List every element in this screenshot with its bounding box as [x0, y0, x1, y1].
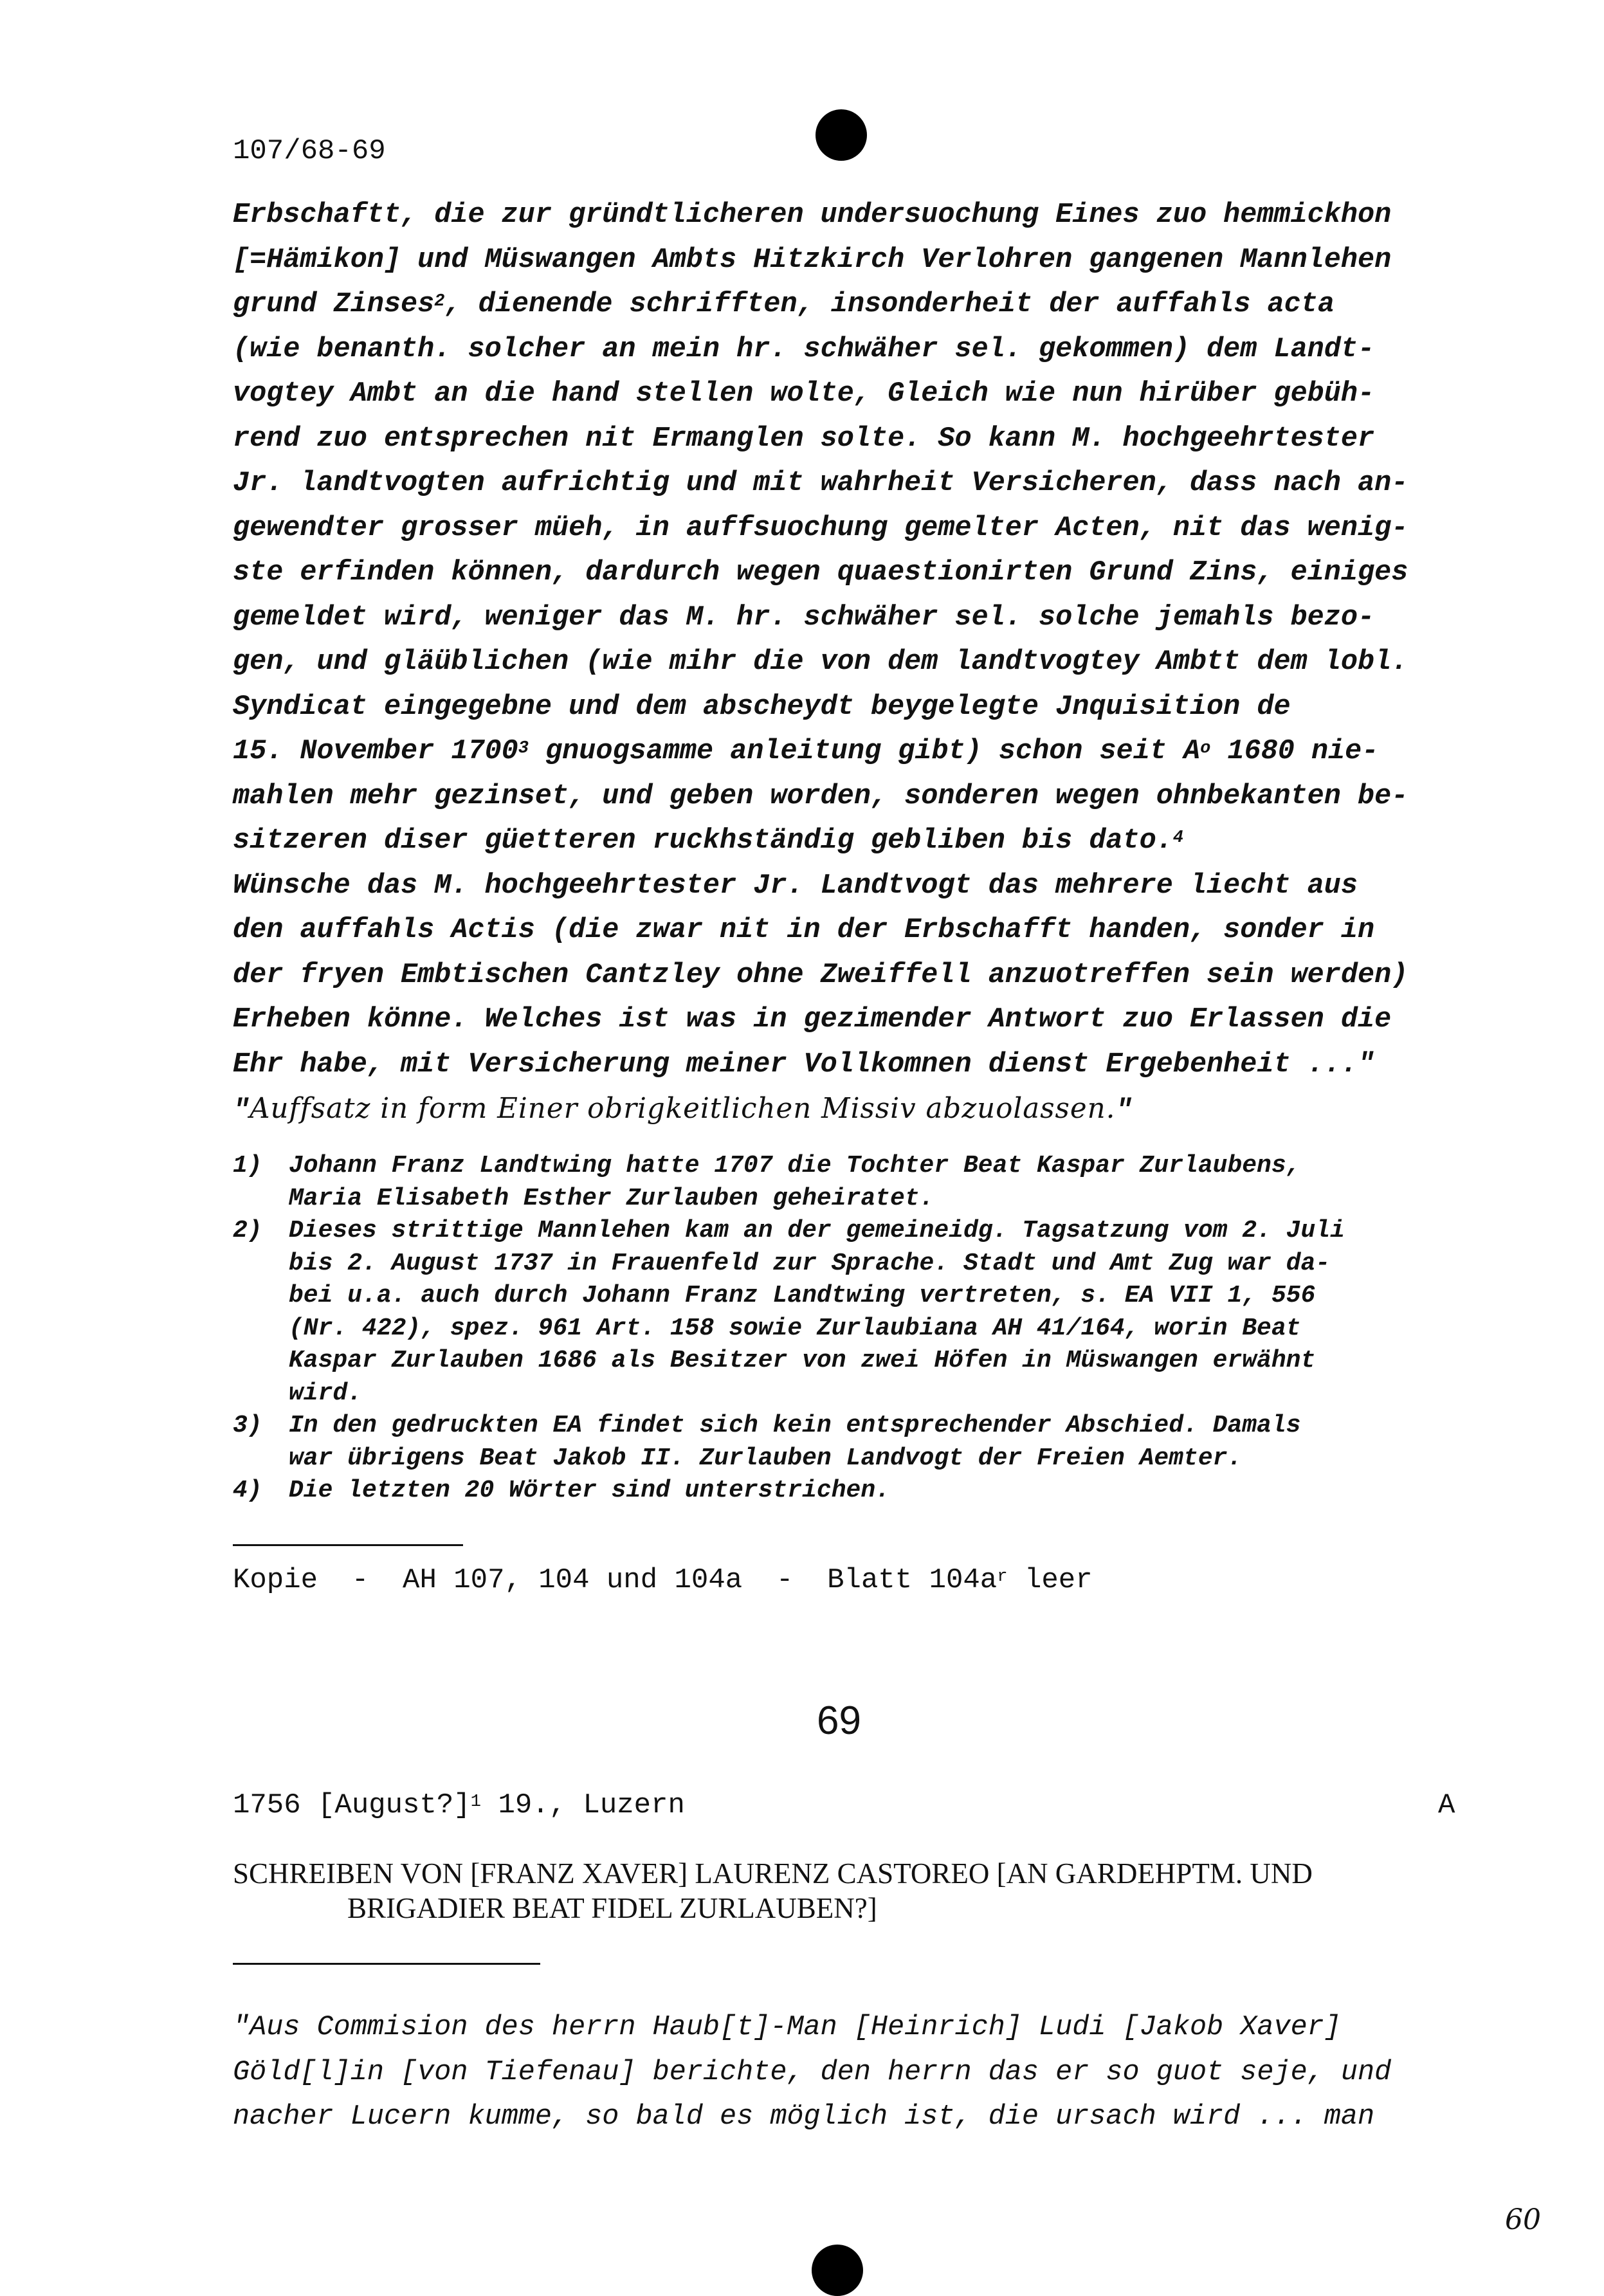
body-line: Syndicat eingegebne und dem abscheydt beygelegte Jnquisition de: [233, 691, 1291, 723]
document-title: SCHREIBEN VON [FRANZ XAVER] LAURENZ CASTOREO [AN GARDEHPTM. UND BRIGADIER BEAT FIDEL ZURLAUBEN?]: [233, 1857, 1313, 1924]
body-line: Erbschaftt, die zur gründtlicheren undersuochung Eines zuo hemmickhon: [233, 199, 1392, 231]
body-line: Ehr habe, mit Versicherung meiner Vollkomnen dienst Ergebenheit ...": [233, 1048, 1375, 1080]
body-line: rend zuo entsprechen nit Ermanglen solte. So kann M. hochgeehrtester: [233, 423, 1375, 455]
category-letter: A: [1438, 1789, 1455, 1821]
footnote-2: 2) Dieses strittige Mannlehen kam an der gemeineidg. Tagsatzung vom 2. Juli bis 2. August 1737 in Frauenfeld zur Sprache. Stadt und Amt Zug war da- bei u.a. auch durch Johann Franz Landtwing vertreten, s. EA VII 1, 556 (Nr. 422), spez. 961 Art. 158 sowie Zurlaubiana AH 41/164, worin Beat Kaspar Zurlauben 1686 als Besitzer von zwei Höfen in Müswangen erwähnt wird.: [233, 1217, 1345, 1407]
body-line: sitzeren diser güetteren ruckhständig gebliben bis dato.$^4$: [233, 825, 1184, 857]
body-line: [=Hämikon] und Müswangen Ambts Hitzkirch Verlohren gangenen Mannlehen: [233, 244, 1392, 276]
divider: [233, 1963, 540, 1965]
document-number: 69: [817, 1699, 861, 1743]
footnotes: [233, 1150, 1468, 1508]
body-line: vogtey Ambt an die hand stellen wolte, Gleich wie nun hirüber gebüh-: [233, 378, 1375, 410]
body-line: den auffahls Actis (die zwar nit in der Erbschafft handen, sonder in: [233, 915, 1375, 946]
body-line: nacher Lucern kumme, so bald es möglich ist, die ursach wird ... man: [233, 2101, 1375, 2133]
body-line: Wünsche das M. hochgeehrtester Jr. Landtvogt das mehrere liecht aus: [233, 870, 1358, 902]
closing-line: "Auffsatz in form Einer obrigkeitlichen Missiv abzuolassen.": [233, 1093, 1133, 1127]
body-line: 15. November 1700$^3$ gnuogsamme anleitung gibt) schon seit $A^o$ 1680 nie-: [233, 736, 1379, 767]
body-line: gewendter grosser müeh, in auffsuochung gemelter Acten, nit das wenig-: [233, 512, 1408, 544]
body-line: gen, und gläüblichen (wie mihr die von dem landtvogtey Ambtt dem lobl.: [233, 646, 1408, 678]
punch-hole-icon: [816, 109, 867, 161]
body-line: Göld[l]in [von Tiefenau] berichte, den herrn das er so guot seje, und: [233, 2056, 1392, 2088]
body-line: Erheben könne. Welches ist was in gezimender Antwort zuo Erlassen die: [233, 1004, 1392, 1035]
letter-body: [233, 193, 1468, 1134]
handwritten-closing: Auffsatz in form Einer obrigkeitlichen Missiv abzuolassen.: [250, 1093, 1116, 1125]
footnote-ref-3: 3: [518, 738, 529, 758]
body-line: "Aus Commision des herrn Haub[t]-Man [Heinrich] Ludi [Jakob Xaver]: [233, 2012, 1341, 2043]
body-line: grund Zinses$^2$, dienende schrifften, insonderheit der auffahls acta: [233, 289, 1335, 320]
footnote-4: 4) Die letzten 20 Wörter sind unterstrichen.: [233, 1477, 890, 1504]
body-line: gemeldet wird, weniger das M. hr. schwäher sel. solche jemahls bezo-: [233, 601, 1375, 633]
footnote-ref-2: 2: [434, 291, 445, 311]
footnote-ref-1: 1: [470, 1792, 482, 1812]
body-line: mahlen mehr gezinset, und geben worden, sonderen wegen ohnbekanten be-: [233, 780, 1408, 812]
body-line: ste erfinden können, dardurch wegen quaestionirten Grund Zins, einiges: [233, 557, 1408, 588]
divider: [233, 1544, 463, 1546]
page-reference: 107/68-69: [233, 135, 386, 167]
page-number: 60: [1505, 2203, 1541, 2236]
letter-body-69: [233, 2005, 1468, 2140]
punch-hole-icon: [812, 2245, 863, 2296]
source-line: Kopie - AH 107, 104 und 104a - Blatt $104a^r$ leer: [233, 1564, 1093, 1596]
body-line: der fryen Embtischen Cantzley ohne Zweiffell anzuotreffen sein werden): [233, 959, 1408, 991]
footnote-ref-4: 4: [1172, 828, 1184, 848]
footnote-1: 1) Johann Franz Landtwing hatte 1707 die Tochter Beat Kaspar Zurlaubens, Maria Elisabeth Esther Zurlauben geheiratet.: [233, 1152, 1301, 1212]
dateline: 1756 [August?]$^1$ 19., Luzern: [233, 1789, 685, 1821]
footnote-3: 3) In den gedruckten EA findet sich kein entsprechender Abschied. Damals war übrigens Beat Jakob II. Zurlauben Landvogt der Freien Aemter.: [233, 1412, 1301, 1472]
body-line: Jr. landtvogten aufrichtig und mit wahrheit Versicheren, dass nach an-: [233, 468, 1408, 499]
body-line: (wie benanth. solcher an mein hr. schwäher sel. gekommen) dem Landt-: [233, 333, 1375, 365]
